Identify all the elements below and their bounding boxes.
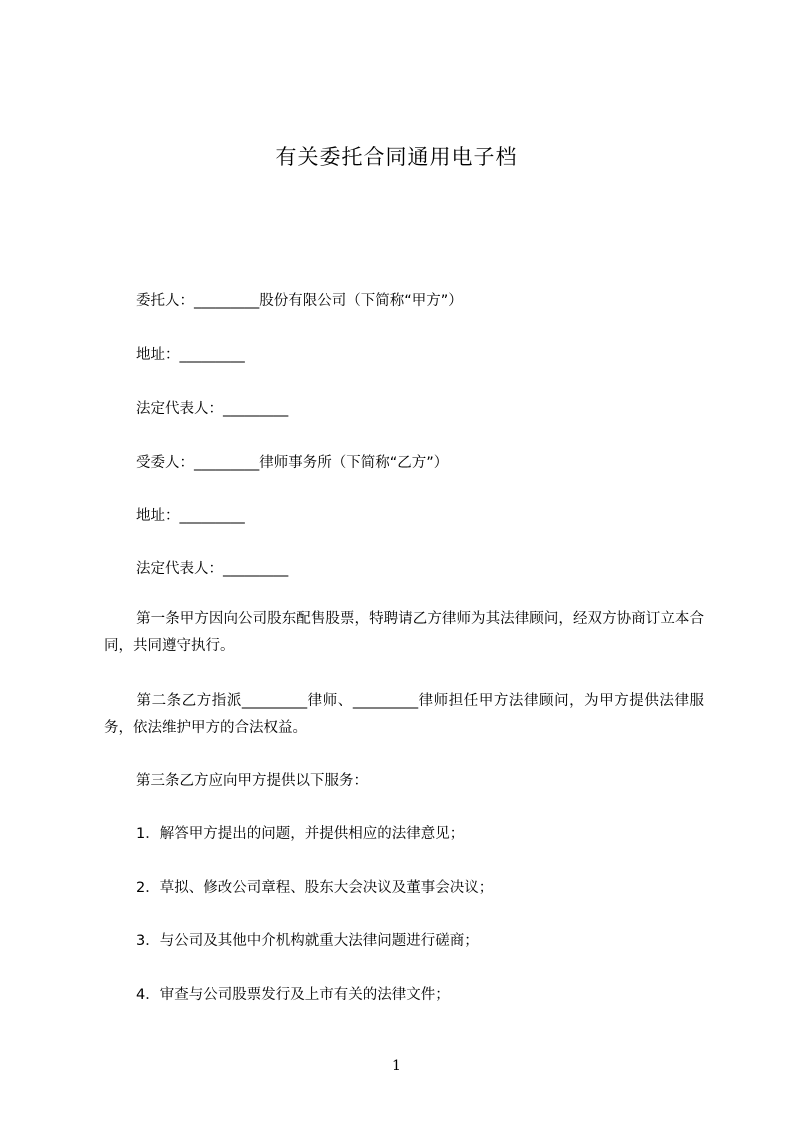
client-line: 委托人：_________股份有限公司（下简称“甲方”） xyxy=(136,293,463,309)
service-item-1: 1．解答甲方提出的问题，并提供相应的法律意见； xyxy=(136,826,465,842)
page-number: 1 xyxy=(392,1058,401,1074)
document-title: 有关委托合同通用电子档 xyxy=(275,145,518,169)
clause-1 xyxy=(104,606,704,660)
trustee-address-line: 地址：_________ xyxy=(136,508,245,524)
trustee-line: 受委人：_________律师事务所（下简称“乙方”） xyxy=(136,455,449,471)
client-representative-line: 法定代表人：_________ xyxy=(136,401,289,417)
service-item-2: 2．草拟、修改公司章程、股东大会决议及董事会决议； xyxy=(136,880,494,896)
clause-2 xyxy=(104,688,704,742)
service-item-4: 4．审查与公司股票发行及上市有关的法律文件； xyxy=(136,987,450,1003)
clause-2-text: 第二条乙方指派_________律师、_________律师担任甲方法律顾问，为甲方提供法律服务，依法维护甲方的合法权益。 xyxy=(104,693,704,736)
service-item-3: 3．与公司及其他中介机构就重大法律问题进行磋商； xyxy=(136,933,479,949)
clause-3-heading: 第三条乙方应向甲方提供以下服务： xyxy=(136,773,368,789)
client-address-line: 地址：_________ xyxy=(136,347,245,363)
trustee-representative-line: 法定代表人：_________ xyxy=(136,561,289,577)
clause-1-text: 第一条甲方因向公司股东配售股票，特聘请乙方律师为其法律顾问，经双方协商订立本合同，共同遵守执行。 xyxy=(104,611,704,654)
